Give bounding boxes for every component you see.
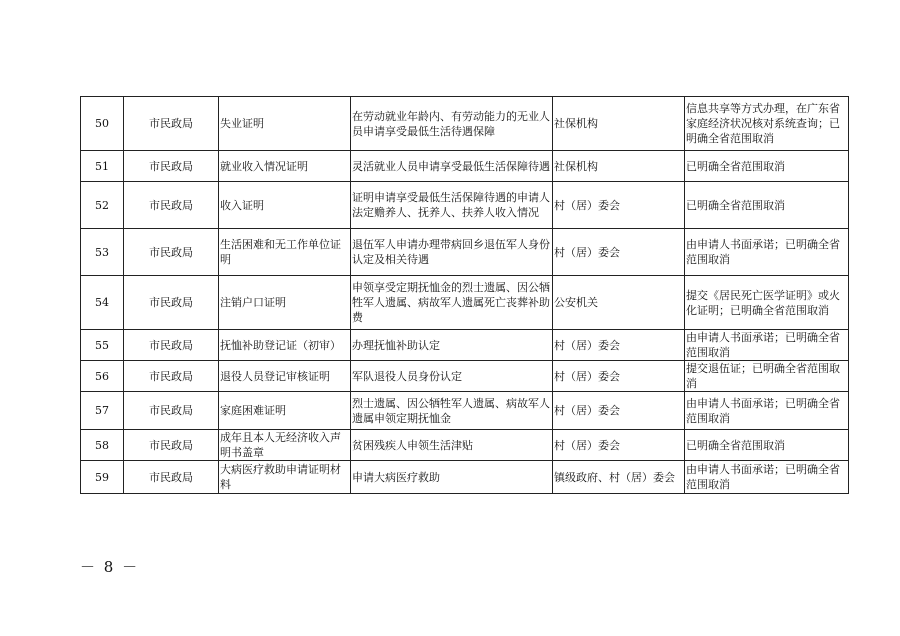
usage-scene-cell: 申请大病医疗救助 [351, 461, 553, 494]
department-cell: 市民政局 [124, 229, 219, 276]
issuing-org-cell: 村（居）委会 [553, 361, 685, 392]
handling-note-cell: 由申请人书面承诺；已明确全省范围取消 [685, 229, 849, 276]
row-number: 57 [81, 392, 124, 430]
page-number: － 8 － [80, 558, 140, 576]
certificate-name-cell: 大病医疗救助申请证明材料 [219, 461, 351, 494]
table-row [81, 461, 849, 494]
issuing-org-cell: 社保机构 [553, 151, 685, 182]
row-number: 51 [81, 151, 124, 182]
row-number: 50 [81, 97, 124, 151]
certificate-name-cell: 家庭困难证明 [219, 392, 351, 430]
department-cell: 市民政局 [124, 330, 219, 361]
row-number: 54 [81, 276, 124, 330]
handling-note-cell: 已明确全省范围取消 [685, 182, 849, 229]
certificate-name-cell: 失业证明 [219, 97, 351, 151]
usage-scene-cell: 申领享受定期抚恤金的烈士遗属、因公牺牲军人遗属、病故军人遗属死亡丧葬补助费 [351, 276, 553, 330]
table-row [81, 392, 849, 430]
table-body [81, 97, 849, 494]
department-cell: 市民政局 [124, 182, 219, 229]
table-row [81, 97, 849, 151]
certificate-name-cell: 收入证明 [219, 182, 351, 229]
department-cell: 市民政局 [124, 361, 219, 392]
handling-note-cell: 信息共享等方式办理，在广东省家庭经济状况核对系统查询；已明确全省范围取消 [685, 97, 849, 151]
issuing-org-cell: 社保机构 [553, 97, 685, 151]
table-row [81, 182, 849, 229]
table-row [81, 430, 849, 461]
handling-note-cell: 提交退伍证；已明确全省范围取消 [685, 361, 849, 392]
certificate-name-cell: 成年且本人无经济收入声明书盖章 [219, 430, 351, 461]
handling-note-cell: 由申请人书面承诺；已明确全省范围取消 [685, 461, 849, 494]
department-cell: 市民政局 [124, 97, 219, 151]
certificate-name-cell: 就业收入情况证明 [219, 151, 351, 182]
usage-scene-cell: 退伍军人申请办理带病回乡退伍军人身份认定及相关待遇 [351, 229, 553, 276]
handling-note-cell: 已明确全省范围取消 [685, 151, 849, 182]
department-cell: 市民政局 [124, 392, 219, 430]
handling-note-cell: 由申请人书面承诺；已明确全省范围取消 [685, 330, 849, 361]
issuing-org-cell: 村（居）委会 [553, 430, 685, 461]
row-number: 52 [81, 182, 124, 229]
issuing-org-cell: 公安机关 [553, 276, 685, 330]
usage-scene-cell: 证明申请享受最低生活保障待遇的申请人法定赡养人、抚养人、扶养人收入情况 [351, 182, 553, 229]
certificate-name-cell: 注销户口证明 [219, 276, 351, 330]
handling-note-cell: 由申请人书面承诺；已明确全省范围取消 [685, 392, 849, 430]
usage-scene-cell: 军队退役人员身份认定 [351, 361, 553, 392]
row-number: 55 [81, 330, 124, 361]
issuing-org-cell: 村（居）委会 [553, 392, 685, 430]
department-cell: 市民政局 [124, 151, 219, 182]
issuing-org-cell: 镇级政府、村（居）委会 [553, 461, 685, 494]
table-row [81, 229, 849, 276]
department-cell: 市民政局 [124, 430, 219, 461]
table-row [81, 276, 849, 330]
usage-scene-cell: 办理抚恤补助认定 [351, 330, 553, 361]
table-row [81, 151, 849, 182]
certificate-name-cell: 生活困难和无工作单位证明 [219, 229, 351, 276]
issuing-org-cell: 村（居）委会 [553, 182, 685, 229]
department-cell: 市民政局 [124, 276, 219, 330]
department-cell: 市民政局 [124, 461, 219, 494]
usage-scene-cell: 烈士遗属、因公牺牲军人遗属、病故军人遗属申领定期抚恤金 [351, 392, 553, 430]
table-row [81, 361, 849, 392]
usage-scene-cell: 贫困残疾人申领生活津贴 [351, 430, 553, 461]
certificate-table [80, 96, 849, 494]
handling-note-cell: 已明确全省范围取消 [685, 430, 849, 461]
handling-note-cell: 提交《居民死亡医学证明》或火化证明；已明确全省范围取消 [685, 276, 849, 330]
issuing-org-cell: 村（居）委会 [553, 330, 685, 361]
row-number: 53 [81, 229, 124, 276]
row-number: 56 [81, 361, 124, 392]
table-row [81, 330, 849, 361]
usage-scene-cell: 在劳动就业年龄内、有劳动能力的无业人员申请享受最低生活待遇保障 [351, 97, 553, 151]
row-number: 58 [81, 430, 124, 461]
usage-scene-cell: 灵活就业人员申请享受最低生活保障待遇 [351, 151, 553, 182]
issuing-org-cell: 村（居）委会 [553, 229, 685, 276]
certificate-name-cell: 抚恤补助登记证（初审） [219, 330, 351, 361]
row-number: 59 [81, 461, 124, 494]
certificate-name-cell: 退役人员登记审核证明 [219, 361, 351, 392]
